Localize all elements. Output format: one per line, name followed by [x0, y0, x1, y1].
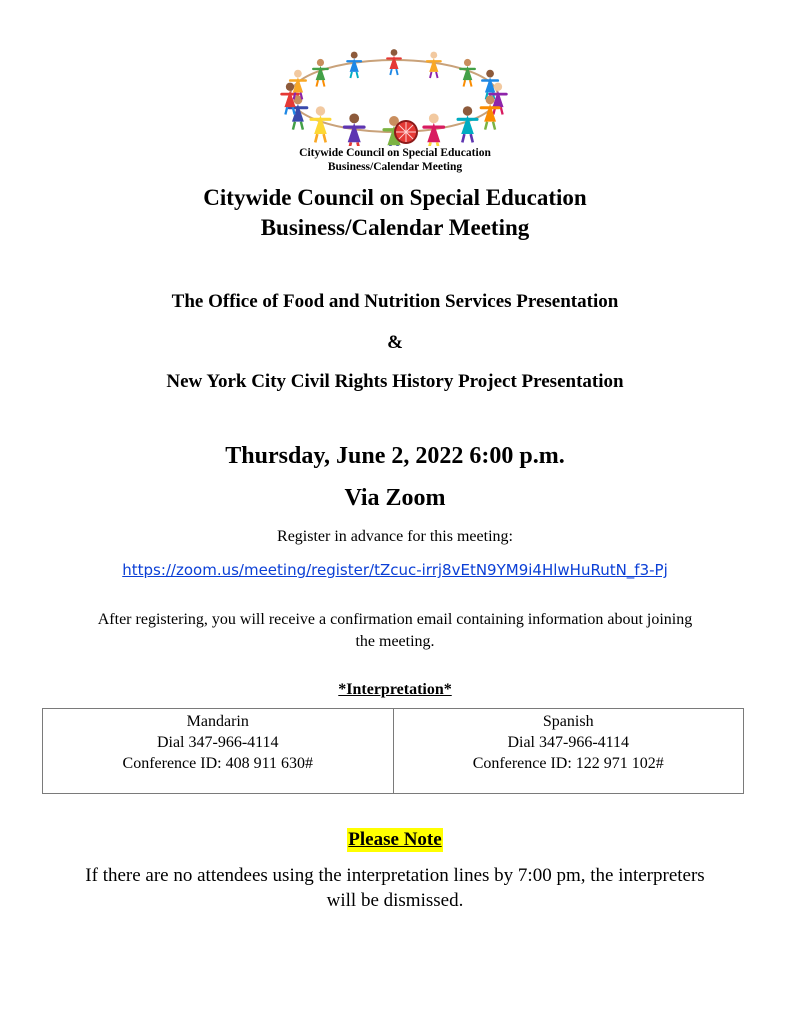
interpretation-table — [42, 708, 744, 794]
interpretation-heading: *Interpretation* — [338, 681, 452, 698]
logo-caption-line1: Citywide Council on Special Education — [299, 147, 491, 159]
dial-number: Dial 347-966-4114 — [507, 734, 630, 751]
page-title-line1: Citywide Council on Special Education — [203, 185, 587, 210]
logo-child-figure — [387, 49, 401, 75]
logo-child-figure — [427, 52, 441, 78]
presentation-food-nutrition: The Office of Food and Nutrition Services Presentation — [171, 291, 619, 312]
registration-link[interactable]: https://zoom.us/meeting/register/tZcuc-irrj8vEtN9YM9i4HlwHuRutN_f3-Pj — [122, 561, 668, 579]
logo-child-figure — [347, 52, 361, 78]
presentation-ampersand: & — [387, 332, 403, 353]
council-logo — [0, 0, 790, 176]
conference-id: Conference ID: 408 911 630# — [122, 755, 313, 772]
page-title-line2: Business/Calendar Meeting — [260, 215, 530, 240]
table-row — [43, 709, 744, 794]
please-note-heading: Please Note — [348, 829, 442, 850]
conference-id: Conference ID: 122 971 102# — [472, 755, 664, 772]
registration-link-row — [0, 560, 790, 580]
meeting-datetime: Thursday, June 2, 2022 6:00 p.m. — [225, 443, 565, 469]
please-note-row — [0, 828, 790, 852]
register-prompt: Register in advance for this meeting: — [277, 528, 513, 545]
note-text-line1: If there are no attendees using the interpretation lines by 7:00 pm, the interpreters — [85, 865, 705, 886]
children-circle-logo-icon — [258, 44, 530, 146]
presentation-civil-rights: New York City Civil Rights History Project Presentation — [166, 371, 624, 392]
language-label: Spanish — [542, 713, 594, 730]
language-label: Mandarin — [186, 713, 249, 730]
meeting-venue: Via Zoom — [344, 485, 446, 511]
logo-caption-line2: Business/Calendar Meeting — [327, 161, 463, 173]
after-register-text-line2: the meeting. — [355, 633, 435, 650]
interpretation-cell-spanish — [393, 709, 744, 794]
interpretation-cell-mandarin — [43, 709, 394, 794]
dial-number: Dial 347-966-4114 — [156, 734, 279, 751]
note-text-line2: will be dismissed. — [326, 890, 464, 911]
after-register-text-line1: After registering, you will receive a confirmation email containing information about joining — [97, 611, 693, 628]
